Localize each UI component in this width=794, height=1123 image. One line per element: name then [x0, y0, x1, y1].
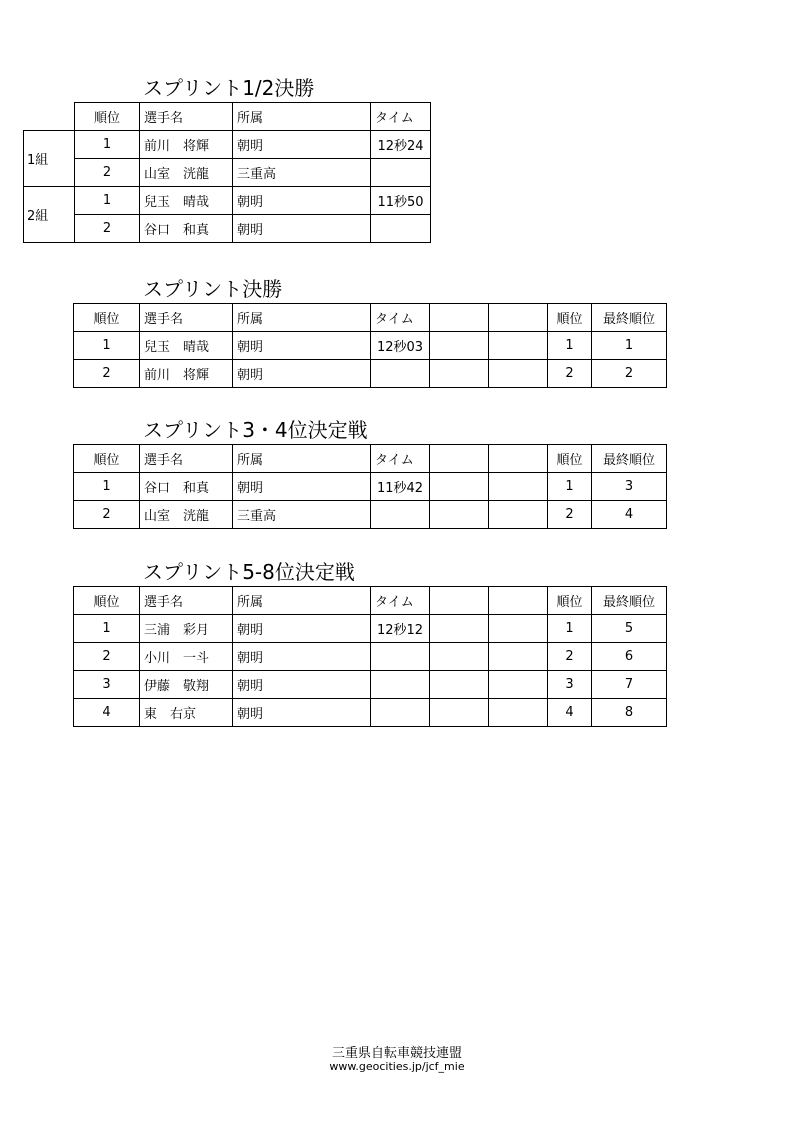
- empty-cell: [489, 501, 548, 529]
- header-position: 順位: [548, 587, 592, 615]
- fifth-to-eighth-table: [73, 586, 667, 727]
- time-cell: [371, 159, 431, 187]
- header-position: 順位: [548, 304, 592, 332]
- empty-cell: [489, 360, 548, 388]
- header-empty: [489, 445, 548, 473]
- position-cell: 2: [548, 643, 592, 671]
- time-cell: [371, 501, 430, 529]
- rank-cell: 2: [74, 643, 140, 671]
- fifth-to-eighth-title: スプリント5-8位決定戦: [143, 560, 355, 584]
- team-cell: 朝明: [233, 360, 371, 388]
- header-team: 所属: [233, 103, 371, 131]
- header-name: 選手名: [140, 304, 233, 332]
- name-cell: 谷口 和真: [140, 473, 233, 501]
- table-row: [74, 699, 667, 727]
- table-row: [74, 473, 667, 501]
- final-rank-cell: 3: [592, 473, 667, 501]
- team-cell: 朝明: [233, 473, 371, 501]
- time-cell: 12秒12: [371, 615, 430, 643]
- header-rank: 順位: [74, 445, 140, 473]
- team-cell: 三重高: [233, 501, 371, 529]
- position-cell: 2: [548, 501, 592, 529]
- semi-final-table: [23, 102, 431, 243]
- empty-cell: [489, 615, 548, 643]
- time-cell: [371, 215, 431, 243]
- final-table: [73, 303, 667, 388]
- table-row: [74, 332, 667, 360]
- third-place-title: スプリント3・4位決定戦: [143, 418, 368, 442]
- time-cell: 11秒50: [371, 187, 431, 215]
- group-label: 2組: [24, 187, 75, 243]
- header-team: 所属: [233, 587, 371, 615]
- table-row: [74, 643, 667, 671]
- table-row: [74, 671, 667, 699]
- rank-cell: 1: [75, 131, 140, 159]
- header-empty: [430, 587, 489, 615]
- empty-cell: [489, 699, 548, 727]
- rank-cell: 2: [74, 360, 140, 388]
- empty-cell: [489, 473, 548, 501]
- table-row: [74, 501, 667, 529]
- time-cell: 11秒42: [371, 473, 430, 501]
- rank-cell: 3: [74, 671, 140, 699]
- header-name: 選手名: [140, 587, 233, 615]
- table-header-row: [74, 587, 667, 615]
- header-time: タイム: [371, 103, 431, 131]
- header-final-rank: 最終順位: [592, 304, 667, 332]
- team-cell: 朝明: [233, 187, 371, 215]
- position-cell: 4: [548, 699, 592, 727]
- header-rank: 順位: [75, 103, 140, 131]
- group-label: 1組: [24, 131, 75, 187]
- rank-cell: 1: [74, 473, 140, 501]
- header-rank: 順位: [74, 587, 140, 615]
- time-cell: 12秒24: [371, 131, 431, 159]
- team-cell: 朝明: [233, 131, 371, 159]
- empty-cell: [489, 643, 548, 671]
- final-rank-cell: 6: [592, 643, 667, 671]
- team-cell: 朝明: [233, 615, 371, 643]
- header-time: タイム: [371, 445, 430, 473]
- time-cell: [371, 699, 430, 727]
- name-cell: 谷口 和真: [140, 215, 233, 243]
- rank-cell: 1: [75, 187, 140, 215]
- name-cell: 小川 一斗: [140, 643, 233, 671]
- position-cell: 1: [548, 473, 592, 501]
- team-cell: 朝明: [233, 671, 371, 699]
- name-cell: 東 右京: [140, 699, 233, 727]
- header-empty: [430, 304, 489, 332]
- blank-cell: [24, 103, 75, 131]
- name-cell: 三浦 彩月: [140, 615, 233, 643]
- rank-cell: 2: [74, 501, 140, 529]
- empty-cell: [430, 699, 489, 727]
- table-header-row: [24, 103, 431, 131]
- name-cell: 兒玉 晴哉: [140, 332, 233, 360]
- final-rank-cell: 8: [592, 699, 667, 727]
- table-row: [24, 215, 431, 243]
- team-cell: 朝明: [233, 332, 371, 360]
- rank-cell: 2: [75, 215, 140, 243]
- name-cell: 前川 将輝: [140, 131, 233, 159]
- header-empty: [489, 587, 548, 615]
- name-cell: 前川 将輝: [140, 360, 233, 388]
- time-cell: [371, 671, 430, 699]
- position-cell: 2: [548, 360, 592, 388]
- header-team: 所属: [233, 304, 371, 332]
- header-rank: 順位: [74, 304, 140, 332]
- table-row: [24, 159, 431, 187]
- position-cell: 3: [548, 671, 592, 699]
- rank-cell: 4: [74, 699, 140, 727]
- empty-cell: [489, 332, 548, 360]
- team-cell: 朝明: [233, 699, 371, 727]
- table-row: [74, 615, 667, 643]
- team-cell: 朝明: [233, 215, 371, 243]
- empty-cell: [489, 671, 548, 699]
- final-rank-cell: 2: [592, 360, 667, 388]
- time-cell: 12秒03: [371, 332, 430, 360]
- empty-cell: [430, 643, 489, 671]
- semi-final-title: スプリント1/2決勝: [143, 76, 315, 100]
- table-row: [74, 360, 667, 388]
- header-final-rank: 最終順位: [592, 587, 667, 615]
- final-rank-cell: 4: [592, 501, 667, 529]
- name-cell: 伊藤 敬翔: [140, 671, 233, 699]
- position-cell: 1: [548, 615, 592, 643]
- empty-cell: [430, 615, 489, 643]
- empty-cell: [430, 671, 489, 699]
- third-place-table: [73, 444, 667, 529]
- header-position: 順位: [548, 445, 592, 473]
- header-name: 選手名: [140, 103, 233, 131]
- header-name: 選手名: [140, 445, 233, 473]
- rank-cell: 1: [74, 615, 140, 643]
- rank-cell: 2: [75, 159, 140, 187]
- empty-cell: [430, 332, 489, 360]
- name-cell: 山室 洸龍: [140, 159, 233, 187]
- table-header-row: [74, 445, 667, 473]
- table-row: [24, 131, 431, 159]
- name-cell: 山室 洸龍: [140, 501, 233, 529]
- final-title: スプリント決勝: [143, 277, 283, 301]
- final-rank-cell: 7: [592, 671, 667, 699]
- rank-cell: 1: [74, 332, 140, 360]
- header-empty: [489, 304, 548, 332]
- header-final-rank: 最終順位: [592, 445, 667, 473]
- header-time: タイム: [371, 304, 430, 332]
- header-time: タイム: [371, 587, 430, 615]
- final-rank-cell: 5: [592, 615, 667, 643]
- empty-cell: [430, 473, 489, 501]
- footer-organization: 三重県自転車競技連盟: [331, 1046, 462, 1061]
- time-cell: [371, 643, 430, 671]
- table-row: [24, 187, 431, 215]
- header-team: 所属: [233, 445, 371, 473]
- empty-cell: [430, 501, 489, 529]
- name-cell: 兒玉 晴哉: [140, 187, 233, 215]
- position-cell: 1: [548, 332, 592, 360]
- table-header-row: [74, 304, 667, 332]
- team-cell: 朝明: [233, 643, 371, 671]
- empty-cell: [430, 360, 489, 388]
- team-cell: 三重高: [233, 159, 371, 187]
- header-empty: [430, 445, 489, 473]
- footer-url: www.geocities.jp/jcf_mie: [329, 1060, 465, 1073]
- final-rank-cell: 1: [592, 332, 667, 360]
- time-cell: [371, 360, 430, 388]
